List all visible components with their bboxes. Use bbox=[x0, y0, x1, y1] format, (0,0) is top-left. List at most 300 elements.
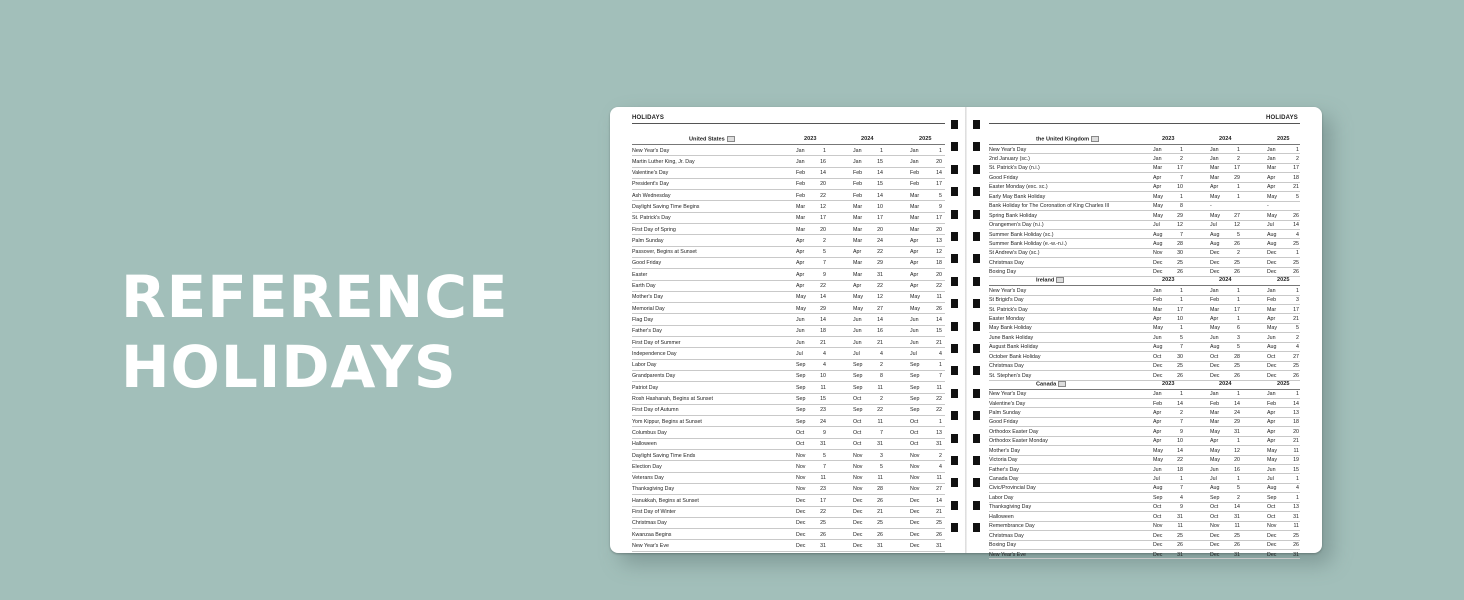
holiday-name: Father's Day bbox=[989, 466, 1019, 473]
holiday-name: Mother's Day bbox=[989, 447, 1021, 454]
holiday-row bbox=[632, 168, 945, 179]
holiday-name: St. Stephen's Day bbox=[989, 372, 1032, 379]
binding-ring bbox=[973, 142, 980, 151]
section-header bbox=[989, 136, 1300, 145]
day-2023: 17 bbox=[1177, 165, 1183, 172]
day-2025: 22 bbox=[936, 407, 942, 414]
holiday-row bbox=[632, 326, 945, 337]
month-2023: Nov bbox=[796, 452, 806, 459]
binding-ring bbox=[973, 523, 980, 532]
day-2025: 14 bbox=[936, 316, 942, 323]
holiday-row bbox=[632, 337, 945, 348]
holiday-row bbox=[989, 456, 1300, 465]
country-label: United States bbox=[689, 136, 725, 143]
day-2024: 31 bbox=[877, 271, 883, 278]
day-2024: 1 bbox=[1237, 184, 1240, 191]
day-2023: 11 bbox=[820, 384, 826, 391]
day-2023: 7 bbox=[1180, 485, 1183, 492]
month-2025: Nov bbox=[910, 486, 920, 493]
day-2024: 1 bbox=[1237, 297, 1240, 304]
month-2025: Dec bbox=[910, 509, 920, 515]
holiday-row bbox=[989, 286, 1300, 295]
day-2023: 25 bbox=[820, 520, 826, 527]
month-2024: Dec bbox=[853, 542, 863, 549]
month-2023: Dec bbox=[1153, 551, 1163, 558]
month-2025: Apr bbox=[1267, 438, 1276, 445]
right-page-title: HOLIDAYS bbox=[1265, 115, 1298, 121]
month-2025: Oct bbox=[1267, 353, 1276, 360]
binding-ring bbox=[973, 254, 980, 263]
month-2025: Feb bbox=[1267, 297, 1277, 304]
day-2024: 7 bbox=[880, 429, 883, 436]
binding-ring bbox=[951, 210, 958, 219]
day-2025: 25 bbox=[936, 520, 942, 527]
day-2023: 7 bbox=[823, 463, 826, 470]
day-2024: 28 bbox=[877, 486, 883, 493]
month-2025: Mar bbox=[910, 192, 920, 199]
month-2023: Apr bbox=[1153, 174, 1162, 181]
holiday-name: Victoria Day bbox=[989, 457, 1018, 464]
day-2025: 11 bbox=[1293, 447, 1299, 454]
month-2025: Apr bbox=[1267, 316, 1276, 323]
holiday-row bbox=[989, 164, 1300, 173]
month-2024: Aug bbox=[1210, 231, 1220, 238]
month-2025: Dec bbox=[910, 520, 920, 527]
day-2024: 12 bbox=[1234, 447, 1240, 454]
holiday-row bbox=[989, 145, 1300, 154]
binding-ring bbox=[973, 210, 980, 219]
binding-ring bbox=[951, 434, 958, 443]
month-2024: Oct bbox=[1210, 353, 1219, 360]
month-2023: Oct bbox=[796, 429, 805, 436]
month-2023: Feb bbox=[1153, 297, 1163, 304]
day-2023: 9 bbox=[1180, 428, 1183, 435]
holiday-name: First Day of Winter bbox=[632, 509, 676, 515]
month-2024: Mar bbox=[1210, 419, 1220, 426]
right-holiday-table bbox=[989, 136, 1300, 559]
month-2024: Dec bbox=[853, 520, 863, 527]
month-2025: Nov bbox=[910, 452, 920, 459]
month-2024: Jun bbox=[853, 316, 862, 323]
day-2024: 31 bbox=[877, 542, 883, 549]
holiday-name: Spring Bank Holiday bbox=[989, 212, 1037, 219]
left-title-rule bbox=[632, 123, 945, 124]
day-2025: 25 bbox=[1293, 532, 1299, 539]
holiday-name: Easter bbox=[632, 271, 648, 278]
day-2025: 5 bbox=[939, 192, 942, 199]
day-2024: 14 bbox=[1234, 400, 1240, 407]
month-2023: Oct bbox=[1153, 513, 1162, 520]
day-2024: 29 bbox=[1234, 419, 1240, 426]
month-2025: Apr bbox=[910, 237, 919, 244]
month-2024: Mar bbox=[1210, 409, 1220, 416]
holiday-row bbox=[989, 484, 1300, 493]
month-2023: Dec bbox=[1153, 363, 1163, 370]
month-2023: Aug bbox=[1153, 344, 1163, 351]
planner-spread bbox=[610, 107, 1322, 558]
binding-ring bbox=[951, 142, 958, 151]
month-2023: Mar bbox=[796, 226, 806, 233]
binding-ring bbox=[951, 501, 958, 510]
day-2023: 14 bbox=[820, 170, 826, 177]
month-2024: Feb bbox=[1210, 400, 1220, 407]
holiday-row bbox=[632, 348, 945, 359]
holiday-row bbox=[632, 201, 945, 212]
day-2025: 13 bbox=[936, 429, 942, 436]
binding-ring bbox=[973, 277, 980, 286]
month-2023: Dec bbox=[1153, 542, 1163, 549]
day-2024: 16 bbox=[1234, 466, 1240, 473]
year-header: 2023 bbox=[1162, 380, 1175, 387]
holiday-name: Halloween bbox=[989, 513, 1014, 520]
day-2023: 17 bbox=[820, 497, 826, 504]
month-2024: - bbox=[1210, 203, 1212, 210]
holiday-row bbox=[989, 531, 1300, 540]
month-2023: Jun bbox=[1153, 334, 1162, 341]
month-2023: Sep bbox=[796, 373, 806, 380]
month-2025: Aug bbox=[1267, 240, 1277, 247]
holiday-name: New Year's Eve bbox=[632, 542, 669, 549]
day-2024: 15 bbox=[877, 181, 883, 188]
holiday-name: Good Friday bbox=[989, 174, 1019, 181]
month-2023: Dec bbox=[1153, 372, 1163, 379]
binding-ring bbox=[951, 389, 958, 398]
country-label: Ireland bbox=[1036, 277, 1055, 284]
holiday-name: Thanksgiving Day bbox=[989, 504, 1032, 511]
holiday-name: Martin Luther King, Jr. Day bbox=[632, 158, 695, 165]
month-2023: Jan bbox=[1153, 146, 1162, 153]
holiday-row bbox=[632, 540, 945, 551]
month-2024: Aug bbox=[1210, 485, 1220, 492]
day-2024: 24 bbox=[877, 237, 883, 244]
month-2025: Oct bbox=[910, 418, 919, 425]
holiday-row bbox=[632, 190, 945, 201]
year-header: 2023 bbox=[1162, 277, 1175, 284]
holiday-name: Daylight Saving Time Ends bbox=[632, 452, 696, 459]
month-2023: Mar bbox=[796, 215, 806, 222]
holiday-row bbox=[989, 474, 1300, 483]
month-2023: May bbox=[1153, 447, 1164, 454]
holiday-row bbox=[989, 305, 1300, 314]
holiday-row bbox=[989, 343, 1300, 352]
month-2025: Aug bbox=[1267, 344, 1277, 351]
holiday-name: Good Friday bbox=[989, 419, 1019, 426]
month-2023: Mar bbox=[796, 203, 806, 210]
day-2023: 24 bbox=[820, 418, 826, 425]
month-2025: Jun bbox=[1267, 466, 1276, 473]
month-2024: Dec bbox=[853, 497, 863, 504]
day-2025: 15 bbox=[936, 328, 942, 335]
day-2025: 1 bbox=[1296, 287, 1299, 294]
holiday-row bbox=[989, 362, 1300, 371]
holiday-row bbox=[989, 427, 1300, 436]
month-2023: Apr bbox=[796, 271, 805, 278]
day-2023: 31 bbox=[820, 441, 826, 448]
holiday-name: First Day of Autumn bbox=[632, 407, 679, 414]
month-2024: Sep bbox=[853, 362, 863, 369]
holiday-row bbox=[989, 324, 1300, 333]
month-2023: Apr bbox=[796, 249, 805, 256]
month-2025: Jan bbox=[910, 147, 919, 154]
holiday-name: New Year's Day bbox=[989, 287, 1027, 294]
binding-ring bbox=[951, 478, 958, 487]
holiday-name: Daylight Saving Time Begins bbox=[632, 203, 700, 210]
day-2025: 19 bbox=[1293, 457, 1299, 464]
day-2024: 14 bbox=[877, 192, 883, 199]
day-2025: 2 bbox=[939, 452, 942, 459]
month-2023: May bbox=[1153, 325, 1164, 332]
day-2023: 15 bbox=[820, 396, 826, 403]
day-2023: 26 bbox=[1177, 372, 1183, 379]
holiday-name: New Year's Day bbox=[989, 391, 1027, 398]
month-2023: Aug bbox=[1153, 240, 1163, 247]
day-2023: 1 bbox=[1180, 193, 1183, 200]
day-2024: 2 bbox=[880, 396, 883, 403]
day-2024: 3 bbox=[1237, 334, 1240, 341]
month-2024: Jan bbox=[1210, 156, 1219, 163]
month-2025: Apr bbox=[1267, 409, 1276, 416]
month-2025: Oct bbox=[1267, 513, 1276, 520]
month-2023: May bbox=[796, 294, 807, 301]
day-2023: 29 bbox=[1177, 212, 1183, 219]
binding-ring bbox=[973, 501, 980, 510]
holiday-row bbox=[632, 258, 945, 269]
holiday-name: Easter Monday bbox=[989, 316, 1025, 323]
month-2025: Feb bbox=[910, 181, 920, 188]
day-2023: 31 bbox=[1177, 551, 1183, 558]
month-2023: Dec bbox=[796, 520, 806, 527]
day-2025: 31 bbox=[1293, 551, 1299, 558]
day-2025: 18 bbox=[1293, 419, 1299, 426]
month-2024: Mar bbox=[853, 203, 863, 210]
binding-ring bbox=[951, 322, 958, 331]
holiday-name: August Bank Holiday bbox=[989, 344, 1039, 351]
day-2024: 14 bbox=[1234, 504, 1240, 511]
month-2025: Apr bbox=[910, 283, 919, 290]
month-2025: Sep bbox=[1267, 494, 1277, 501]
day-2025: 17 bbox=[1293, 165, 1299, 172]
month-2023: Nov bbox=[796, 475, 806, 482]
month-2025: Apr bbox=[910, 249, 919, 256]
month-2025: Sep bbox=[910, 373, 920, 380]
month-2024: Mar bbox=[853, 226, 863, 233]
day-2025: 3 bbox=[1296, 297, 1299, 304]
month-2024: Oct bbox=[1210, 513, 1219, 520]
day-2025: 15 bbox=[1293, 466, 1299, 473]
holiday-row bbox=[989, 192, 1300, 201]
binding-ring bbox=[951, 523, 958, 532]
day-2023: 7 bbox=[1180, 344, 1183, 351]
year-header: 2024 bbox=[1219, 380, 1232, 387]
day-2023: 30 bbox=[1177, 250, 1183, 257]
day-2025: 1 bbox=[939, 147, 942, 154]
day-2024: 21 bbox=[877, 339, 883, 346]
holiday-row bbox=[632, 484, 945, 495]
day-2024: 2 bbox=[1237, 494, 1240, 501]
day-2023: 28 bbox=[1177, 240, 1183, 247]
month-2024: Nov bbox=[853, 452, 863, 459]
holiday-row bbox=[989, 522, 1300, 531]
day-2023: 2 bbox=[1180, 156, 1183, 163]
day-2023: 4 bbox=[823, 362, 826, 369]
month-2025: Sep bbox=[910, 384, 920, 391]
holiday-name: New Year's Day bbox=[989, 146, 1027, 153]
holiday-name: Orangemen's Day (n.i.) bbox=[989, 222, 1044, 229]
headline-line-1: REFERENCE bbox=[121, 263, 509, 331]
day-2023: 1 bbox=[1180, 325, 1183, 332]
year-header: 2025 bbox=[1277, 277, 1290, 284]
day-2023: 10 bbox=[1177, 184, 1183, 191]
binding-ring bbox=[951, 120, 958, 129]
flag-icon bbox=[1056, 277, 1064, 283]
section-header bbox=[632, 136, 945, 145]
month-2025: Jan bbox=[1267, 146, 1276, 153]
holiday-name: Kwanzaa Begins bbox=[632, 531, 672, 538]
month-2024: Jun bbox=[1210, 334, 1219, 341]
holiday-name: Grandparents Day bbox=[632, 373, 676, 380]
holiday-name: Election Day bbox=[632, 463, 662, 470]
month-2025: Mar bbox=[910, 226, 920, 233]
country-name bbox=[1036, 277, 1064, 283]
day-2024: 1 bbox=[1237, 391, 1240, 398]
month-2025: Oct bbox=[1267, 504, 1276, 511]
holiday-name: Christmas Day bbox=[989, 532, 1024, 539]
holiday-row bbox=[989, 249, 1300, 258]
holiday-row bbox=[989, 408, 1300, 417]
day-2025: 26 bbox=[1293, 542, 1299, 549]
month-2024: Jan bbox=[853, 158, 862, 165]
month-2025: Nov bbox=[910, 463, 920, 470]
holiday-row bbox=[632, 371, 945, 382]
binding-ring bbox=[951, 165, 958, 174]
holiday-row bbox=[632, 145, 945, 156]
holiday-row bbox=[989, 465, 1300, 474]
day-2023: 26 bbox=[1177, 542, 1183, 549]
month-2024: Dec bbox=[1210, 269, 1220, 276]
month-2023: Aug bbox=[1153, 231, 1163, 238]
day-2024: 31 bbox=[877, 441, 883, 448]
binding-ring bbox=[973, 299, 980, 308]
month-2023: Feb bbox=[796, 181, 806, 188]
day-2025: 14 bbox=[1293, 222, 1299, 229]
month-2024: Nov bbox=[853, 475, 863, 482]
day-2024: 2 bbox=[1237, 250, 1240, 257]
country-label: the United Kingdom bbox=[1036, 136, 1090, 143]
section-header bbox=[989, 381, 1300, 390]
month-2025: Sep bbox=[910, 407, 920, 414]
holiday-row bbox=[632, 518, 945, 529]
month-2024: May bbox=[1210, 428, 1221, 435]
holiday-name: President's Day bbox=[632, 181, 669, 188]
day-2025: 21 bbox=[1293, 438, 1299, 445]
day-2023: 1 bbox=[1180, 297, 1183, 304]
month-2025: Dec bbox=[1267, 372, 1277, 379]
day-2023: 25 bbox=[1177, 532, 1183, 539]
month-2024: Mar bbox=[1210, 165, 1220, 172]
day-2025: 26 bbox=[936, 305, 942, 312]
holiday-name: Boxing Day bbox=[989, 542, 1017, 549]
holiday-name: June Bank Holiday bbox=[989, 334, 1034, 341]
day-2025: 18 bbox=[936, 260, 942, 267]
month-2023: Jun bbox=[796, 316, 805, 323]
month-2024: Jul bbox=[853, 350, 860, 357]
day-2024: 1 bbox=[1237, 438, 1240, 445]
binding-ring bbox=[973, 389, 980, 398]
month-2024: Apr bbox=[1210, 438, 1219, 445]
holiday-name: St. Patrick's Day bbox=[632, 215, 671, 222]
month-2025: Apr bbox=[1267, 174, 1276, 181]
month-2023: Dec bbox=[1153, 269, 1163, 276]
month-2024: Apr bbox=[1210, 184, 1219, 191]
month-2023: Dec bbox=[796, 497, 806, 504]
day-2023: 5 bbox=[823, 452, 826, 459]
left-page bbox=[610, 107, 965, 553]
day-2024: 2 bbox=[1237, 156, 1240, 163]
country-name bbox=[1036, 136, 1099, 142]
month-2024: Oct bbox=[1210, 504, 1219, 511]
day-2023: 25 bbox=[1177, 363, 1183, 370]
holiday-name: Palm Sunday bbox=[632, 237, 664, 244]
holiday-row bbox=[989, 390, 1300, 399]
holiday-name: Rosh Hashanah, Begins at Sunset bbox=[632, 396, 713, 403]
month-2023: Mar bbox=[1153, 306, 1163, 313]
day-2024: 17 bbox=[877, 215, 883, 222]
day-2025: 22 bbox=[936, 283, 942, 290]
holiday-name: Christmas Day bbox=[989, 363, 1024, 370]
day-2025: 21 bbox=[936, 339, 942, 346]
day-2024: 2 bbox=[880, 362, 883, 369]
month-2025: May bbox=[1267, 457, 1278, 464]
month-2025: Dec bbox=[1267, 363, 1277, 370]
month-2025: Dec bbox=[1267, 269, 1277, 276]
day-2024: 26 bbox=[877, 497, 883, 504]
day-2025: 31 bbox=[936, 542, 942, 549]
month-2024: May bbox=[1210, 325, 1221, 332]
holiday-name: St Andrew's Day (sc.) bbox=[989, 250, 1040, 257]
day-2024: 25 bbox=[877, 520, 883, 527]
month-2025: May bbox=[910, 305, 921, 312]
holiday-name: Earth Day bbox=[632, 283, 656, 290]
binding-ring bbox=[951, 299, 958, 308]
day-2025: 20 bbox=[936, 226, 942, 233]
holiday-row bbox=[632, 450, 945, 461]
month-2025: Jun bbox=[910, 328, 919, 335]
holiday-name: Early May Bank Holiday bbox=[989, 193, 1046, 200]
holiday-row bbox=[632, 235, 945, 246]
day-2023: 23 bbox=[820, 486, 826, 493]
day-2024: 15 bbox=[877, 158, 883, 165]
holiday-row bbox=[989, 202, 1300, 211]
month-2023: Jul bbox=[1153, 222, 1160, 229]
month-2023: Aug bbox=[1153, 485, 1163, 492]
month-2024: Feb bbox=[853, 170, 863, 177]
month-2023: Nov bbox=[796, 463, 806, 470]
right-title-rule bbox=[989, 123, 1300, 124]
day-2023: 7 bbox=[823, 260, 826, 267]
day-2024: 4 bbox=[880, 350, 883, 357]
month-2025: Jan bbox=[1267, 287, 1276, 294]
day-2024: 14 bbox=[877, 316, 883, 323]
month-2025: Apr bbox=[1267, 428, 1276, 435]
month-2025: Apr bbox=[910, 271, 919, 278]
day-2024: 31 bbox=[1234, 551, 1240, 558]
month-2024: May bbox=[1210, 447, 1221, 454]
holiday-name: Christmas Day bbox=[989, 259, 1024, 266]
year-header: 2023 bbox=[804, 136, 817, 142]
day-2023: 1 bbox=[823, 147, 826, 154]
month-2024: Mar bbox=[853, 271, 863, 278]
month-2023: Dec bbox=[796, 509, 806, 515]
